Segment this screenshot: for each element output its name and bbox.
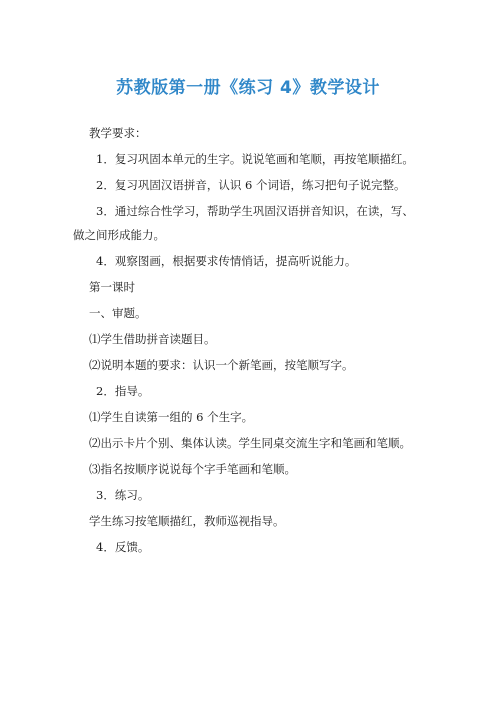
paragraph: 1．复习巩固本单元的生字。说说笔画和笔顺，再按笔顺描红。 [96, 152, 414, 166]
paragraph-requirements-heading: 教学要求： [89, 126, 147, 140]
paragraph: ⑵出示卡片个别、集体认读。学生同桌交流生字和笔画和笔顺。 [89, 435, 411, 450]
section-heading-lesson-one: 第一课时 [89, 279, 135, 294]
section-heading: 3．练习。 [96, 487, 150, 502]
paragraph: 3．通过综合性学习，帮助学生巩固汉语拼音知识，在读，写、做之间形成能力。 [73, 204, 414, 242]
document-body [73, 122, 423, 562]
paragraph: 2．复习巩固汉语拼音，认识 6 个词语，练习把句子说完整。 [96, 178, 406, 192]
section-heading: 4．反馈。 [96, 539, 150, 554]
section-heading: 一、审题。 [89, 305, 147, 320]
document-title: 苏教版第一册《练习 4》教学设计 [116, 78, 380, 98]
paragraph: ⑴学生借助拼音读题目。 [89, 331, 216, 346]
paragraph: ⑵说明本题的要求：认识一个新笔画，按笔顺写字。 [89, 357, 354, 372]
paragraph: ⑴学生自读第一组的 6 个生字。 [89, 409, 254, 424]
paragraph: 学生练习按笔顺描红，教师巡视指导。 [89, 513, 285, 528]
paragraph: 4．观察图画，根据要求传情悄话，提高听说能力。 [96, 253, 357, 268]
paragraph: ⑶指名按顺序说说每个字手笔画和笔顺。 [89, 461, 296, 476]
section-heading: 2．指导。 [96, 383, 150, 398]
